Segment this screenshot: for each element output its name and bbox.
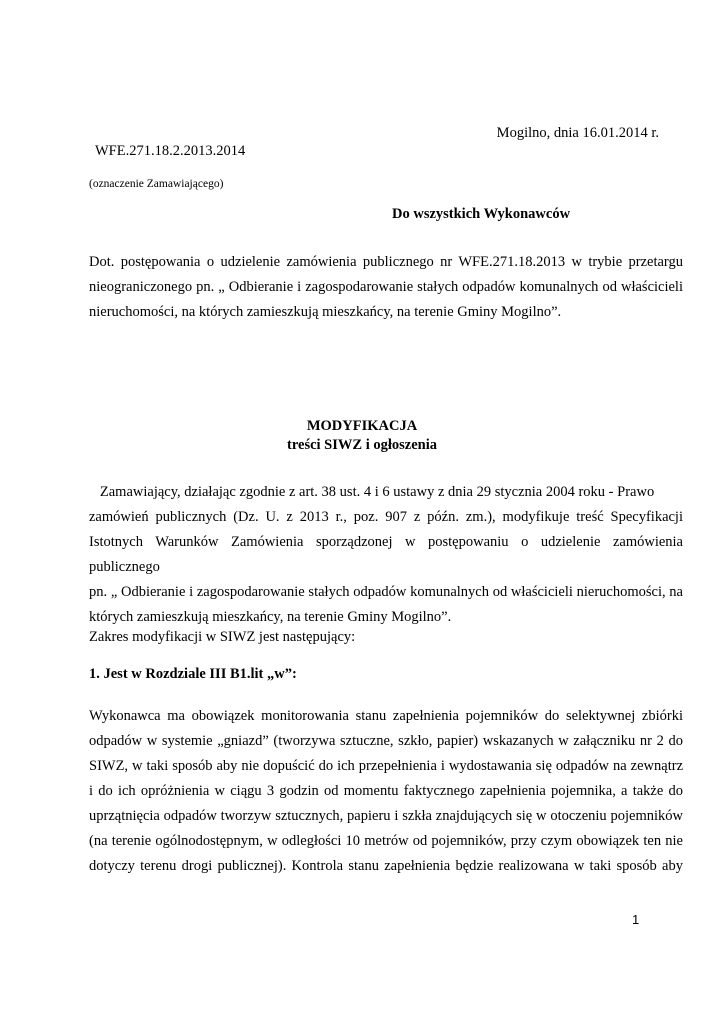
body-line: SIWZ, w taki sposób aby nie dopuścić do ich przepełnienia i wydostawania się odpadów na zewnątrz [89, 758, 683, 774]
intro-line: Istotnych Warunków Zamówienia sporządzonej w postępowaniu o udzielenie zamówienia publicznego [89, 534, 683, 575]
body-line: (na terenie ogólnodostępnym, w odległości 10 metrów od pojemników, przy czym obowiązek ten nie [89, 833, 683, 849]
intro-line: zamówień publicznych (Dz. U. z 2013 r., poz. 907 z późn. zm.), modyfikuje treść Specyfikacji [89, 509, 683, 525]
intro-line: pn. „ Odbieranie i zagospodarowanie stałych odpadów komunalnych od właścicieli nieruchomości, na [89, 584, 683, 600]
document-title: MODYFIKACJA [306, 418, 418, 434]
subject-line: Dot. postępowania o udzielenie zamówienia publicznego nr WFE.271.18.2013 w trybie przetargu [89, 254, 683, 270]
body-line: Wykonawca ma obowiązek monitorowania stanu zapełnienia pojemników do selektywnej zbiórki [89, 708, 683, 724]
scope-text: Zakres modyfikacji w SIWZ jest następujący: [89, 629, 356, 645]
subject-line: nieograniczonego pn. „ Odbieranie i zagospodarowanie stałych odpadów komunalnych od właścicieli [89, 279, 683, 295]
body-line: dotyczy terenu drogi publicznej). Kontrola stanu zapełnienia będzie realizowana w taki sposób aby [89, 858, 683, 874]
place-date: Mogilno, dnia 16.01.2014 r. [496, 125, 659, 141]
intro-line: których zamieszkują mieszkańcy, na terenie Gminy Mogilno”. [89, 609, 452, 625]
body-line: odpadów w systemie „gniazd” (tworzywa sztuczne, szkło, papier) wskazanych w załączniku nr 2 do [89, 733, 683, 749]
intro-paragraph [89, 480, 683, 630]
addressee: Do wszystkich Wykonawców [392, 206, 571, 222]
reference-number: WFE.271.18.2.2013.2014 [95, 143, 246, 159]
subject-paragraph [89, 250, 683, 325]
page-number: 1 [632, 912, 640, 927]
subject-line: nieruchomości, na których zamieszkują mieszkańcy, na terenie Gminy Mogilno”. [89, 304, 562, 320]
section-title: 1. Jest w Rozdziale III B1.lit „w”: [89, 666, 297, 682]
reference-caption: (oznaczenie Zamawiającego) [89, 178, 224, 190]
document-subtitle: treści SIWZ i ogłoszenia [287, 437, 437, 453]
body-line: i do ich opróżnienia w ciągu 3 godzin od momentu faktycznego zapełnienia pojemnika, a także do [89, 783, 683, 799]
intro-line: Zamawiający, działając zgodnie z art. 38 ust. 4 i 6 ustawy z dnia 29 stycznia 2004 roku - Prawo [89, 484, 655, 500]
body-paragraph [89, 704, 683, 879]
body-line: uprzątnięcia odpadów tworzyw sztucznych, papieru i szkła znajdujących się w otoczeniu pojemników [89, 808, 683, 824]
